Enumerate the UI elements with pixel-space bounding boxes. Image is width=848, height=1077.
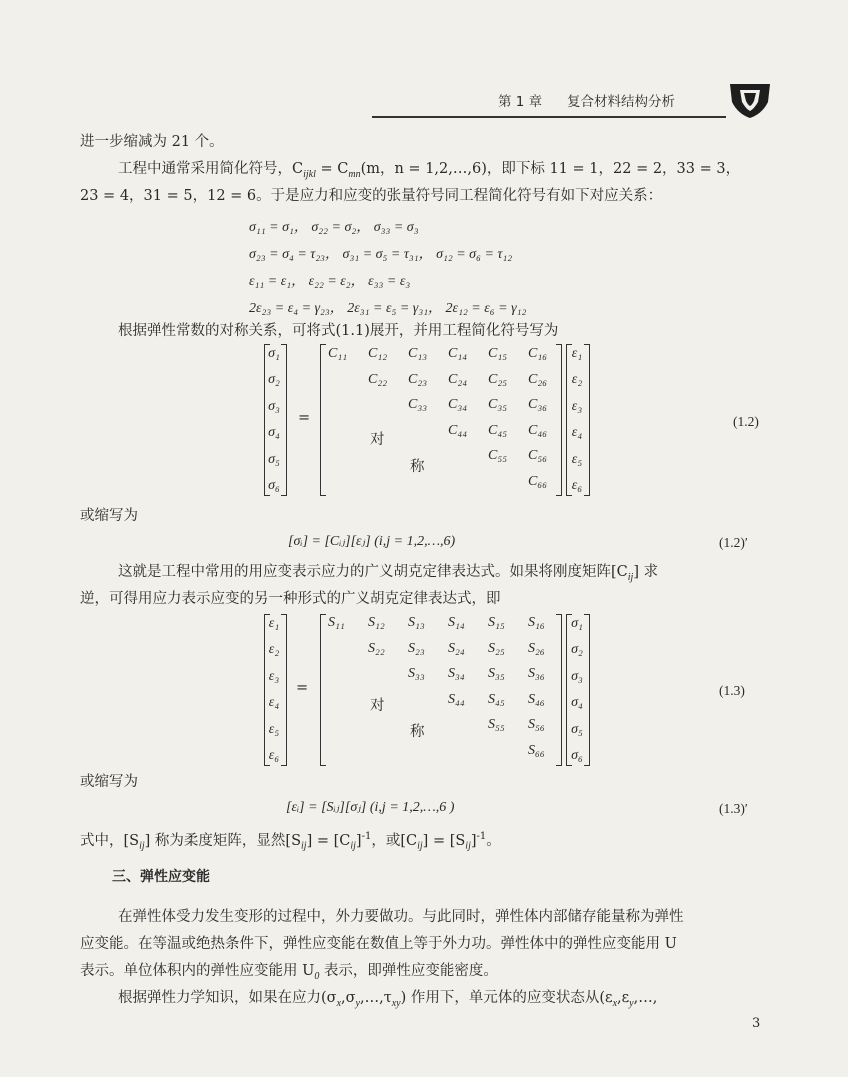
vec-entry: ε₄	[268, 695, 280, 711]
paragraph-strain-energy-line3	[80, 960, 498, 988]
matrix-bracket-left	[320, 344, 326, 496]
matrix-cell: C₃₅	[488, 397, 508, 412]
p7-sub-c: ij	[350, 840, 356, 852]
paragraph-compliance	[80, 826, 501, 858]
equation-1-3-prime: [εᵢ] = [Sᵢⱼ][σⱼ] (i,j = 1,2,…,6 )	[286, 800, 455, 815]
paragraph-inverse-line2: 逆，可得用应力表示应变的另一种形式的广义胡克定律表达式，即	[80, 591, 501, 607]
p7-c: ] = [C	[306, 832, 351, 849]
matrix-cell: S₄₄	[448, 691, 465, 707]
matrix-cell: C₃₄	[448, 397, 468, 412]
p7-e: ，或[C	[371, 832, 418, 849]
relation-line-1: σ₁₁ = σ₁， σ₂₂ = σ₂， σ₃₃ = σ₃	[249, 220, 419, 235]
p7-g: ]	[470, 832, 477, 849]
matrix-cell: S₁₁	[328, 615, 345, 630]
p9-b: ,σ	[341, 990, 356, 1006]
paragraph-continuation: 进一步缩减为 21 个。	[80, 134, 224, 150]
p7-f: ] = [S	[422, 832, 466, 849]
p7-a: 式中，[S	[80, 832, 140, 849]
p9-e: ,ε	[617, 990, 630, 1006]
matrix-cell: C₄₅	[488, 422, 508, 438]
matrix-cell: C₂₅	[488, 371, 508, 387]
header-rule	[372, 116, 726, 118]
paragraph-strain-energy-line2: 应变能。在等温或绝热条件下，弹性应变能在数值上等于外力功。弹性体中的弹性应变能用 U	[80, 936, 677, 952]
matrix-cell: C₂₃	[408, 371, 428, 387]
strain-vector	[261, 616, 287, 764]
matrix-cell: C₄₆	[528, 422, 548, 438]
matrix-cell: S₃₄	[448, 666, 465, 681]
p7-sub-b: ij	[301, 840, 307, 852]
matrix-cell: C₂₆	[528, 371, 548, 387]
p9-c: ,…,τ	[359, 990, 392, 1006]
matrix-cell: S₅₆	[528, 717, 545, 732]
matrix-cell: C₆₆	[528, 473, 548, 489]
vec-entry: σ₄	[571, 695, 583, 711]
matrix-cell: S₁₂	[368, 615, 385, 630]
p9-s5: y	[629, 997, 634, 1009]
vec-entry: ε₁	[268, 616, 280, 631]
equation-number: (1.3)	[719, 683, 745, 698]
stress-vector	[261, 346, 287, 494]
matrix-cell: C₂₄	[448, 371, 468, 387]
matrix-cell: S₂₄	[448, 640, 465, 656]
p7-sup-a: -1	[361, 831, 372, 842]
matrix-cell: C₃₃	[408, 397, 428, 412]
vec-entry: ε₄	[571, 425, 583, 441]
relation-line-2: σ₂₃ = σ₄ = τ₂₃， σ₃₁ = σ₅ = τ₃₁， σ₁₂ = σ₆ = τ₁₂	[249, 247, 513, 262]
matrix-cell: S₁₄	[448, 615, 465, 630]
paragraph-notation	[118, 158, 740, 186]
matrix-cell: C₂₂	[368, 371, 388, 387]
p2-text-c: (m，n = 1,2,…,6)，即下标 11 = 1，22 = 2，33 = 3，	[360, 161, 741, 177]
equals-sign: =	[296, 680, 309, 696]
p2-text-b: = C	[315, 161, 349, 177]
vec-entry: ε₅	[571, 451, 583, 467]
p7-sub-d: ij	[417, 840, 423, 852]
matrix-bracket-right	[556, 614, 562, 766]
p8-b: 表示，即弹性应变能密度。	[319, 963, 498, 979]
equation-1-2-prime: [σᵢ] = [Cᵢⱼ][εⱼ] (i,j = 1,2,…,6)	[288, 534, 456, 549]
vec-entry: ε₃	[571, 398, 583, 414]
equals-sign: =	[298, 410, 311, 426]
p2-sub-a: ijkl	[303, 168, 316, 180]
p7-d: ]	[355, 832, 362, 849]
matrix-cell: S₂₃	[408, 640, 425, 656]
paragraph-inverse	[118, 561, 658, 589]
equation-number: (1.2)′	[719, 535, 748, 550]
p9-d: ) 作用下，单元体的应变状态从(ε	[400, 990, 613, 1006]
symmetric-label-2: 称	[410, 724, 425, 740]
paragraph-abbrev-2: 或缩写为	[80, 774, 138, 790]
vec-entry: σ₃	[268, 398, 280, 414]
running-header-section: 复合材料结构分析	[567, 94, 675, 110]
matrix-cell: S₂₅	[488, 640, 505, 656]
p5-text-b: ] 求	[633, 564, 659, 580]
matrix-cell: C₁₂	[368, 346, 388, 361]
paragraph-expansion: 根据弹性常数的对称关系，可将式(1.1)展开，并用工程简化符号写为	[118, 323, 559, 339]
vec-entry: σ₆	[571, 747, 583, 763]
p7-sub-e: ij	[465, 840, 471, 852]
p8-a: 表示。单位体积内的弹性应变能用 U	[80, 963, 315, 979]
matrix-cell: C₁₃	[408, 346, 428, 361]
matrix-cell: S₆₆	[528, 742, 545, 758]
matrix-bracket-left	[320, 614, 326, 766]
p5-sub: ij	[627, 571, 634, 583]
relation-line-4: 2ε₂₃ = ε₄ = γ₂₃， 2ε₃₁ = ε₅ = γ₃₁， 2ε₁₂ = ε₆ = γ₁₂	[249, 301, 527, 316]
matrix-cell: S₃₅	[488, 666, 505, 681]
matrix-cell: S₁₆	[528, 615, 545, 630]
p7-b: ] 称为柔度矩阵，显然[S	[144, 832, 302, 849]
matrix-cell: S₁₃	[408, 615, 425, 630]
paragraph-strain-energy: 在弹性体受力发生变形的过程中，外力要做功。与此同时，弹性体内部储存能量称为弹性	[118, 909, 684, 925]
matrix-cell: S₂₂	[368, 640, 385, 656]
vec-entry: σ₅	[268, 451, 280, 467]
matrix-cell: S₄₆	[528, 691, 545, 707]
p5-text-a: 这就是工程中常用的用应变表示应力的广义胡克定律表达式。如果将刚度矩阵[C	[118, 564, 628, 580]
vec-entry: ε₃	[268, 668, 280, 684]
vec-entry: ε₅	[268, 721, 280, 737]
matrix-cell: S₅₅	[488, 717, 505, 732]
matrix-cell: S₁₅	[488, 615, 505, 630]
equation-number: (1.2)	[733, 414, 759, 429]
vec-entry: σ₅	[571, 721, 583, 737]
p2-text-a: 工程中通常采用简化符号，C	[118, 161, 304, 177]
matrix-cell: S₃₆	[528, 666, 545, 681]
p9-s4: x	[612, 997, 618, 1009]
p9-s2: y	[355, 997, 360, 1009]
strain-vector	[564, 346, 590, 494]
matrix-cell: C₅₆	[528, 448, 548, 463]
matrix-cell: C₅₅	[488, 448, 508, 463]
vec-entry: σ₆	[268, 477, 280, 493]
vec-entry: ε₂	[268, 642, 280, 658]
vec-entry: ε₆	[268, 747, 280, 763]
p9-f: ,…,	[633, 990, 658, 1006]
p9-s3: xy	[391, 997, 401, 1009]
symmetric-label-1: 对	[370, 698, 385, 714]
p8-sub: 0	[314, 970, 320, 982]
running-header-chapter: 第 1 章	[498, 94, 543, 110]
paragraph-elasticity	[118, 987, 657, 1015]
paragraph-notation-line2: 23 = 4，31 = 5，12 = 6。于是应力和应变的张量符号同工程简化符号有如下对应关系：	[80, 188, 663, 204]
matrix-cell: S₃₃	[408, 666, 425, 681]
relation-line-3: ε₁₁ = ε₁， ε₂₂ = ε₂， ε₃₃ = ε₃	[249, 274, 411, 289]
p7-sup-b: -1	[476, 831, 487, 842]
vec-entry: σ₂	[571, 642, 583, 658]
matrix-cell: S₂₆	[528, 640, 545, 656]
p7-sub-a: ij	[139, 840, 145, 852]
vec-entry: ε₆	[571, 477, 583, 493]
symmetric-label-2: 称	[410, 459, 425, 475]
page-number: 3	[752, 1016, 761, 1031]
equation-number: (1.3)′	[719, 801, 748, 816]
vec-entry: σ₃	[571, 668, 583, 684]
vec-entry: σ₁	[268, 346, 280, 361]
matrix-cell: S₄₅	[488, 691, 505, 707]
paragraph-abbrev-1: 或缩写为	[80, 508, 138, 524]
matrix-cell: C₁₄	[448, 346, 468, 361]
vec-entry: ε₂	[571, 372, 583, 388]
p2-sub-b: mn	[348, 168, 361, 180]
matrix-cell: C₁₅	[488, 346, 508, 361]
p9-s1: x	[336, 997, 342, 1009]
section-heading: 三、弹性应变能	[112, 869, 210, 885]
symmetric-label-1: 对	[370, 432, 385, 448]
shield-logo-icon	[728, 80, 772, 120]
matrix-cell: C₁₁	[328, 346, 348, 361]
matrix-cell: C₄₄	[448, 422, 468, 438]
p7-h: 。	[486, 832, 501, 849]
vec-entry: σ₄	[268, 425, 280, 441]
matrix-bracket-right	[556, 344, 562, 496]
p9-a: 根据弹性力学知识，如果在应力(σ	[118, 990, 337, 1006]
vec-entry: ε₁	[571, 346, 583, 361]
vec-entry: σ₁	[571, 616, 583, 631]
matrix-cell: C₁₆	[528, 346, 548, 361]
vec-entry: σ₂	[268, 372, 280, 388]
matrix-cell: C₃₆	[528, 397, 548, 412]
stress-vector	[564, 616, 590, 764]
